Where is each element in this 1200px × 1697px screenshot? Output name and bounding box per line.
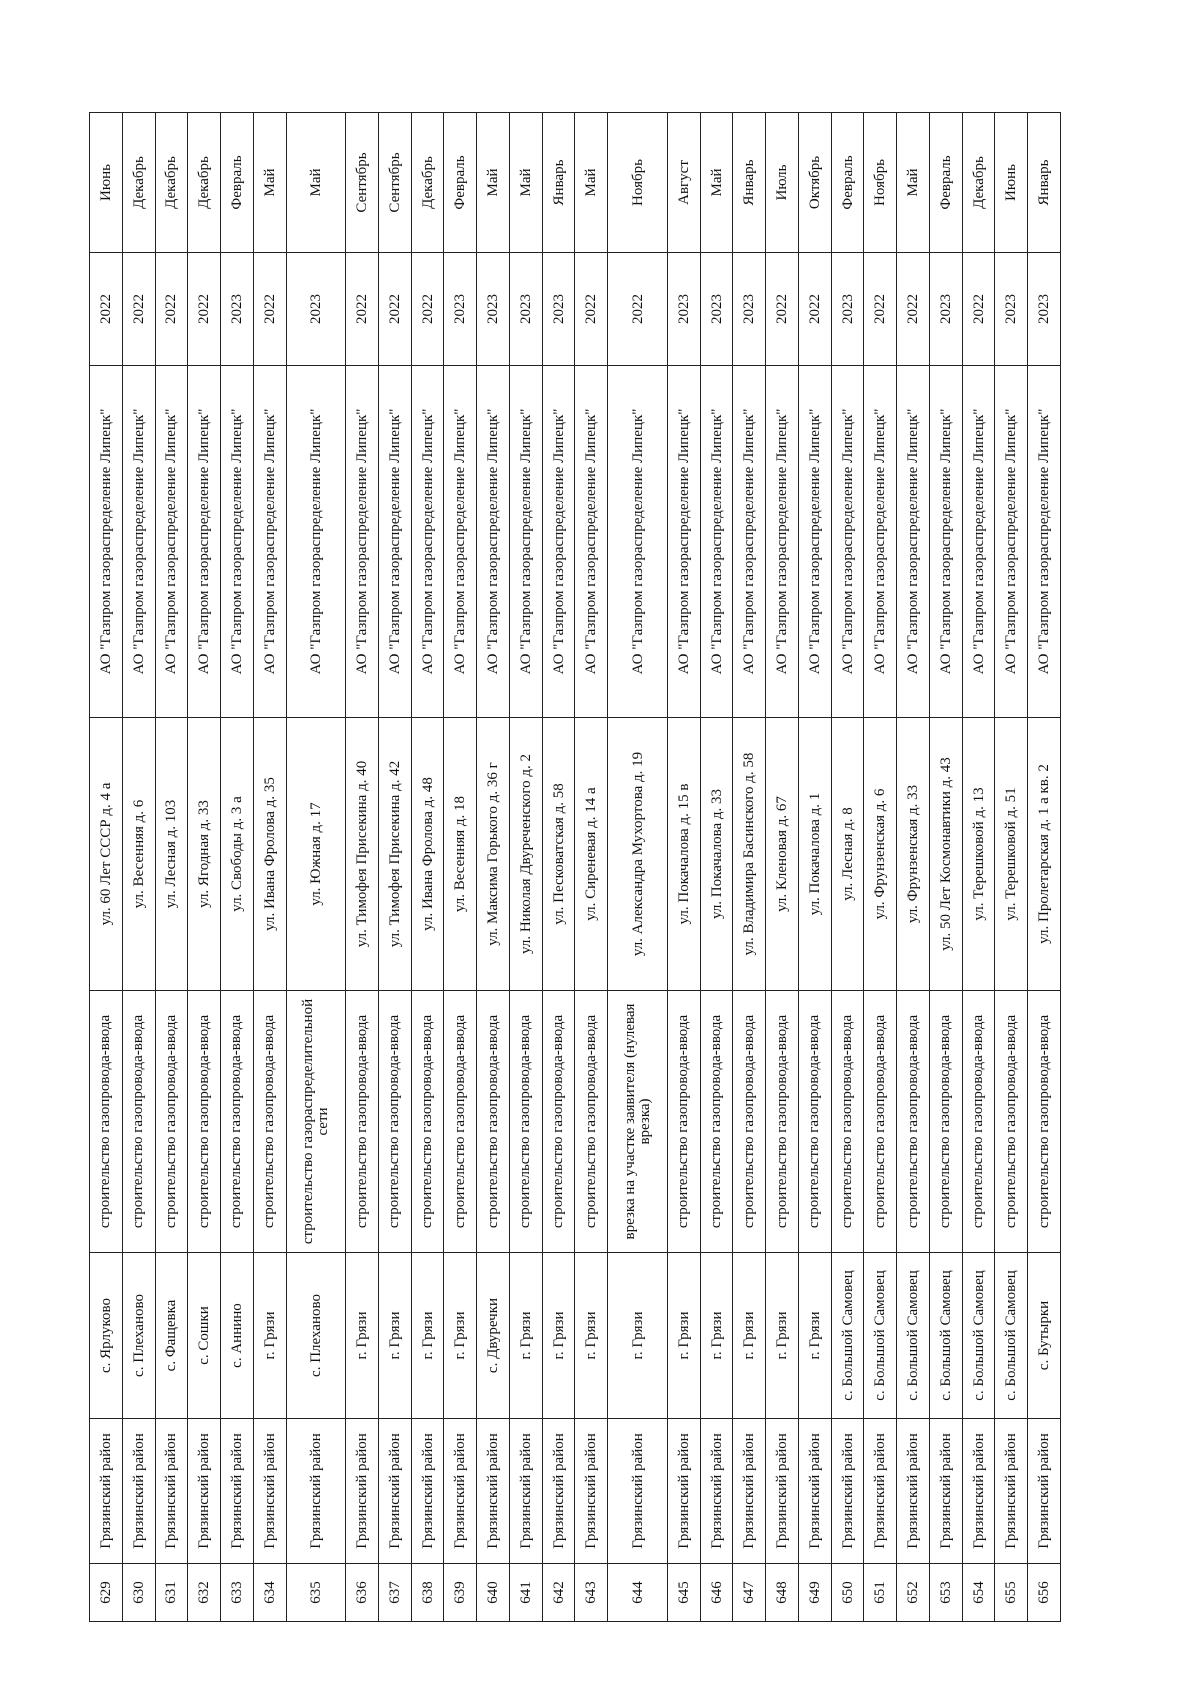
work-type-cell: строительство газораспределительной сети bbox=[286, 991, 346, 1253]
address-cell: ул. Покачалова д. 15 в bbox=[667, 718, 700, 991]
month-cell: Май bbox=[286, 113, 346, 253]
year-cell: 2023 bbox=[286, 253, 346, 366]
locality-cell: г. Грязи bbox=[733, 1253, 766, 1419]
year-cell: 2023 bbox=[929, 253, 962, 366]
year-cell: 2022 bbox=[897, 253, 930, 366]
district-cell: Грязинский район bbox=[509, 1419, 542, 1564]
year-cell: 2022 bbox=[378, 253, 411, 366]
table-row bbox=[575, 113, 608, 1622]
organization-cell: АО "Газпром газораспределение Липецк" bbox=[378, 366, 411, 718]
table-row bbox=[188, 113, 221, 1622]
work-type-cell: врезка на участке заявителя (нулевая врезка) bbox=[608, 991, 668, 1253]
organization-cell: АО "Газпром газораспределение Липецк" bbox=[798, 366, 831, 718]
table-row bbox=[509, 113, 542, 1622]
district-cell: Грязинский район bbox=[667, 1419, 700, 1564]
month-cell: Ноябрь bbox=[864, 113, 897, 253]
district-cell: Грязинский район bbox=[700, 1419, 733, 1564]
table-row bbox=[346, 113, 379, 1622]
year-cell: 2023 bbox=[700, 253, 733, 366]
locality-cell: с. Двуречки bbox=[477, 1253, 510, 1419]
year-cell: 2022 bbox=[766, 253, 799, 366]
organization-cell: АО "Газпром газораспределение Липецк" bbox=[864, 366, 897, 718]
work-type-cell: строительство газопровода-ввода bbox=[733, 991, 766, 1253]
organization-cell: АО "Газпром газораспределение Липецк" bbox=[509, 366, 542, 718]
year-cell: 2023 bbox=[221, 253, 254, 366]
organization-cell: АО "Газпром газораспределение Липецк" bbox=[286, 366, 346, 718]
organization-cell: АО "Газпром газораспределение Липецк" bbox=[542, 366, 575, 718]
row-number-cell: 636 bbox=[346, 1564, 379, 1622]
month-cell: Декабрь bbox=[188, 113, 221, 253]
address-cell: ул. Ивана Фролова д. 35 bbox=[253, 718, 286, 991]
table-row bbox=[995, 113, 1028, 1622]
table-row bbox=[962, 113, 995, 1622]
district-cell: Грязинский район bbox=[90, 1419, 123, 1564]
month-cell: Август bbox=[667, 113, 700, 253]
district-cell: Грязинский район bbox=[962, 1419, 995, 1564]
organization-cell: АО "Газпром газораспределение Липецк" bbox=[929, 366, 962, 718]
month-cell: Январь bbox=[733, 113, 766, 253]
organization-cell: АО "Газпром газораспределение Липецк" bbox=[831, 366, 864, 718]
address-cell: ул. Максима Горького д. 36 г bbox=[477, 718, 510, 991]
row-number-cell: 634 bbox=[253, 1564, 286, 1622]
work-type-cell: строительство газопровода-ввода bbox=[766, 991, 799, 1253]
work-type-cell: строительство газопровода-ввода bbox=[667, 991, 700, 1253]
district-cell: Грязинский район bbox=[798, 1419, 831, 1564]
month-cell: Сентябрь bbox=[346, 113, 379, 253]
district-cell: Грязинский район bbox=[188, 1419, 221, 1564]
district-cell: Грязинский район bbox=[608, 1419, 668, 1564]
table-row bbox=[411, 113, 444, 1622]
row-number-cell: 642 bbox=[542, 1564, 575, 1622]
organization-cell: АО "Газпром газораспределение Липецк" bbox=[122, 366, 155, 718]
locality-cell: г. Грязи bbox=[411, 1253, 444, 1419]
row-number-cell: 639 bbox=[444, 1564, 477, 1622]
month-cell: Ноябрь bbox=[608, 113, 668, 253]
row-number-cell: 633 bbox=[221, 1564, 254, 1622]
address-cell: ул. Весенняя д. 18 bbox=[444, 718, 477, 991]
work-type-cell: строительство газопровода-ввода bbox=[962, 991, 995, 1253]
locality-cell: с. Сошки bbox=[188, 1253, 221, 1419]
table-row bbox=[286, 113, 346, 1622]
month-cell: Май bbox=[477, 113, 510, 253]
month-cell: Февраль bbox=[929, 113, 962, 253]
locality-cell: г. Грязи bbox=[346, 1253, 379, 1419]
row-number-cell: 641 bbox=[509, 1564, 542, 1622]
organization-cell: АО "Газпром газораспределение Липецк" bbox=[444, 366, 477, 718]
address-cell: ул. Терешковой д. 51 bbox=[995, 718, 1028, 991]
work-type-cell: строительство газопровода-ввода bbox=[411, 991, 444, 1253]
district-cell: Грязинский район bbox=[733, 1419, 766, 1564]
row-number-cell: 653 bbox=[929, 1564, 962, 1622]
month-cell: Май bbox=[253, 113, 286, 253]
row-number-cell: 638 bbox=[411, 1564, 444, 1622]
locality-cell: с. Бутырки bbox=[1028, 1253, 1061, 1419]
locality-cell: г. Грязи bbox=[608, 1253, 668, 1419]
year-cell: 2022 bbox=[575, 253, 608, 366]
table-body bbox=[90, 113, 1061, 1622]
address-cell: ул. Ивана Фролова д. 48 bbox=[411, 718, 444, 991]
locality-cell: г. Грязи bbox=[575, 1253, 608, 1419]
address-cell: ул. Ягодная д. 33 bbox=[188, 718, 221, 991]
month-cell: Июнь bbox=[90, 113, 123, 253]
table-row bbox=[700, 113, 733, 1622]
work-type-cell: строительство газопровода-ввода bbox=[831, 991, 864, 1253]
locality-cell: с. Аннино bbox=[221, 1253, 254, 1419]
locality-cell: с. Ярлуково bbox=[90, 1253, 123, 1419]
locality-cell: с. Большой Самовец bbox=[929, 1253, 962, 1419]
year-cell: 2022 bbox=[962, 253, 995, 366]
year-cell: 2022 bbox=[864, 253, 897, 366]
row-number-cell: 651 bbox=[864, 1564, 897, 1622]
address-cell: ул. 50 Лет Космонавтики д. 43 bbox=[929, 718, 962, 991]
row-number-cell: 648 bbox=[766, 1564, 799, 1622]
month-cell: Май bbox=[509, 113, 542, 253]
district-cell: Грязинский район bbox=[346, 1419, 379, 1564]
district-cell: Грязинский район bbox=[929, 1419, 962, 1564]
organization-cell: АО "Газпром газораспределение Липецк" bbox=[411, 366, 444, 718]
table-row bbox=[929, 113, 962, 1622]
month-cell: Декабрь bbox=[155, 113, 188, 253]
organization-cell: АО "Газпром газораспределение Липецк" bbox=[253, 366, 286, 718]
address-cell: ул. Кленовая д. 67 bbox=[766, 718, 799, 991]
year-cell: 2023 bbox=[477, 253, 510, 366]
district-cell: Грязинский район bbox=[477, 1419, 510, 1564]
work-type-cell: строительство газопровода-ввода bbox=[378, 991, 411, 1253]
month-cell: Май bbox=[575, 113, 608, 253]
organization-cell: АО "Газпром газораспределение Липецк" bbox=[608, 366, 668, 718]
district-cell: Грязинский район bbox=[766, 1419, 799, 1564]
locality-cell: с. Большой Самовец bbox=[864, 1253, 897, 1419]
address-cell: ул. Фрунзенская д. 6 bbox=[864, 718, 897, 991]
table-row bbox=[542, 113, 575, 1622]
year-cell: 2023 bbox=[667, 253, 700, 366]
work-type-cell: строительство газопровода-ввода bbox=[700, 991, 733, 1253]
address-cell: ул. Лесная д. 103 bbox=[155, 718, 188, 991]
district-cell: Грязинский район bbox=[831, 1419, 864, 1564]
address-cell: ул. 60 Лет СССР д. 4 а bbox=[90, 718, 123, 991]
organization-cell: АО "Газпром газораспределение Липецк" bbox=[1028, 366, 1061, 718]
month-cell: Декабрь bbox=[962, 113, 995, 253]
work-type-cell: строительство газопровода-ввода bbox=[253, 991, 286, 1253]
table-row bbox=[378, 113, 411, 1622]
work-type-cell: строительство газопровода-ввода bbox=[575, 991, 608, 1253]
locality-cell: г. Грязи bbox=[700, 1253, 733, 1419]
locality-cell: с. Плеханово bbox=[286, 1253, 346, 1419]
table-row bbox=[253, 113, 286, 1622]
work-type-cell: строительство газопровода-ввода bbox=[90, 991, 123, 1253]
table-row bbox=[444, 113, 477, 1622]
district-cell: Грязинский район bbox=[411, 1419, 444, 1564]
year-cell: 2023 bbox=[444, 253, 477, 366]
locality-cell: с. Большой Самовец bbox=[962, 1253, 995, 1419]
work-type-cell: строительство газопровода-ввода bbox=[509, 991, 542, 1253]
locality-cell: с. Большой Самовец bbox=[831, 1253, 864, 1419]
address-cell: ул. Песковатская д. 58 bbox=[542, 718, 575, 991]
locality-cell: г. Грязи bbox=[667, 1253, 700, 1419]
year-cell: 2022 bbox=[253, 253, 286, 366]
table-row bbox=[831, 113, 864, 1622]
locality-cell: г. Грязи bbox=[798, 1253, 831, 1419]
year-cell: 2022 bbox=[188, 253, 221, 366]
work-type-cell: строительство газопровода-ввода bbox=[444, 991, 477, 1253]
address-cell: ул. Покачалова д. 33 bbox=[700, 718, 733, 991]
table-row bbox=[221, 113, 254, 1622]
work-type-cell: строительство газопровода-ввода bbox=[477, 991, 510, 1253]
year-cell: 2022 bbox=[90, 253, 123, 366]
work-type-cell: строительство газопровода-ввода bbox=[542, 991, 575, 1253]
organization-cell: АО "Газпром газораспределение Липецк" bbox=[221, 366, 254, 718]
locality-cell: с. Плеханово bbox=[122, 1253, 155, 1419]
month-cell: Декабрь bbox=[411, 113, 444, 253]
locality-cell: с. Большой Самовец bbox=[995, 1253, 1028, 1419]
district-cell: Грязинский район bbox=[221, 1419, 254, 1564]
row-number-cell: 630 bbox=[122, 1564, 155, 1622]
address-cell: ул. Сиреневая д. 14 а bbox=[575, 718, 608, 991]
address-cell: ул. Николая Двуреченского д. 2 bbox=[509, 718, 542, 991]
organization-cell: АО "Газпром газораспределение Липецк" bbox=[962, 366, 995, 718]
row-number-cell: 654 bbox=[962, 1564, 995, 1622]
address-cell: ул. Александра Мухортова д. 19 bbox=[608, 718, 668, 991]
rotated-table-container bbox=[89, 113, 1061, 1622]
locality-cell: г. Грязи bbox=[378, 1253, 411, 1419]
table-row bbox=[608, 113, 668, 1622]
month-cell: Май bbox=[700, 113, 733, 253]
district-cell: Грязинский район bbox=[995, 1419, 1028, 1564]
address-cell: ул. Терешковой д. 13 bbox=[962, 718, 995, 991]
work-type-cell: строительство газопровода-ввода bbox=[864, 991, 897, 1253]
year-cell: 2022 bbox=[798, 253, 831, 366]
table-row bbox=[733, 113, 766, 1622]
address-cell: ул. Южная д. 17 bbox=[286, 718, 346, 991]
row-number-cell: 647 bbox=[733, 1564, 766, 1622]
work-type-cell: строительство газопровода-ввода bbox=[995, 991, 1028, 1253]
table-row bbox=[477, 113, 510, 1622]
year-cell: 2023 bbox=[509, 253, 542, 366]
district-cell: Грязинский район bbox=[378, 1419, 411, 1564]
district-cell: Грязинский район bbox=[864, 1419, 897, 1564]
address-cell: ул. Весенняя д. 6 bbox=[122, 718, 155, 991]
district-cell: Грязинский район bbox=[286, 1419, 346, 1564]
organization-cell: АО "Газпром газораспределение Липецк" bbox=[188, 366, 221, 718]
work-type-cell: строительство газопровода-ввода bbox=[897, 991, 930, 1253]
year-cell: 2022 bbox=[346, 253, 379, 366]
address-cell: ул. Фрунзенская д. 33 bbox=[897, 718, 930, 991]
row-number-cell: 644 bbox=[608, 1564, 668, 1622]
year-cell: 2022 bbox=[608, 253, 668, 366]
gas-connection-table bbox=[89, 112, 1061, 1622]
locality-cell: г. Грязи bbox=[509, 1253, 542, 1419]
row-number-cell: 650 bbox=[831, 1564, 864, 1622]
organization-cell: АО "Газпром газораспределение Липецк" bbox=[700, 366, 733, 718]
row-number-cell: 655 bbox=[995, 1564, 1028, 1622]
district-cell: Грязинский район bbox=[542, 1419, 575, 1564]
month-cell: Февраль bbox=[444, 113, 477, 253]
month-cell: Февраль bbox=[221, 113, 254, 253]
row-number-cell: 645 bbox=[667, 1564, 700, 1622]
locality-cell: г. Грязи bbox=[444, 1253, 477, 1419]
work-type-cell: строительство газопровода-ввода bbox=[155, 991, 188, 1253]
month-cell: Февраль bbox=[831, 113, 864, 253]
organization-cell: АО "Газпром газораспределение Липецк" bbox=[897, 366, 930, 718]
address-cell: ул. Тимофея Присекина д. 40 bbox=[346, 718, 379, 991]
address-cell: ул. Владимира Басинского д. 58 bbox=[733, 718, 766, 991]
row-number-cell: 656 bbox=[1028, 1564, 1061, 1622]
table-row bbox=[1028, 113, 1061, 1622]
work-type-cell: строительство газопровода-ввода bbox=[122, 991, 155, 1253]
address-cell: ул. Тимофея Присекина д. 42 bbox=[378, 718, 411, 991]
row-number-cell: 635 bbox=[286, 1564, 346, 1622]
row-number-cell: 632 bbox=[188, 1564, 221, 1622]
organization-cell: АО "Газпром газораспределение Липецк" bbox=[90, 366, 123, 718]
table-row bbox=[90, 113, 123, 1622]
address-cell: ул. Лесная д. 8 bbox=[831, 718, 864, 991]
organization-cell: АО "Газпром газораспределение Липецк" bbox=[733, 366, 766, 718]
organization-cell: АО "Газпром газораспределение Липецк" bbox=[155, 366, 188, 718]
address-cell: ул. Свободы д. 3 а bbox=[221, 718, 254, 991]
year-cell: 2022 bbox=[411, 253, 444, 366]
year-cell: 2022 bbox=[155, 253, 188, 366]
year-cell: 2023 bbox=[831, 253, 864, 366]
table-row bbox=[798, 113, 831, 1622]
district-cell: Грязинский район bbox=[444, 1419, 477, 1564]
month-cell: Октябрь bbox=[798, 113, 831, 253]
locality-cell: г. Грязи bbox=[253, 1253, 286, 1419]
table-row bbox=[897, 113, 930, 1622]
locality-cell: г. Грязи bbox=[766, 1253, 799, 1419]
work-type-cell: строительство газопровода-ввода bbox=[346, 991, 379, 1253]
district-cell: Грязинский район bbox=[897, 1419, 930, 1564]
row-number-cell: 631 bbox=[155, 1564, 188, 1622]
month-cell: Декабрь bbox=[122, 113, 155, 253]
row-number-cell: 629 bbox=[90, 1564, 123, 1622]
month-cell: Январь bbox=[542, 113, 575, 253]
year-cell: 2023 bbox=[1028, 253, 1061, 366]
work-type-cell: строительство газопровода-ввода bbox=[221, 991, 254, 1253]
year-cell: 2023 bbox=[542, 253, 575, 366]
work-type-cell: строительство газопровода-ввода bbox=[188, 991, 221, 1253]
locality-cell: с. Большой Самовец bbox=[897, 1253, 930, 1419]
district-cell: Грязинский район bbox=[1028, 1419, 1061, 1564]
locality-cell: г. Грязи bbox=[542, 1253, 575, 1419]
year-cell: 2023 bbox=[995, 253, 1028, 366]
district-cell: Грязинский район bbox=[575, 1419, 608, 1564]
table-row bbox=[864, 113, 897, 1622]
row-number-cell: 640 bbox=[477, 1564, 510, 1622]
row-number-cell: 646 bbox=[700, 1564, 733, 1622]
table-row bbox=[122, 113, 155, 1622]
address-cell: ул. Пролетарская д. 1 а кв. 2 bbox=[1028, 718, 1061, 991]
table-row bbox=[667, 113, 700, 1622]
month-cell: Май bbox=[897, 113, 930, 253]
work-type-cell: строительство газопровода-ввода bbox=[798, 991, 831, 1253]
table-row bbox=[766, 113, 799, 1622]
table-row bbox=[155, 113, 188, 1622]
locality-cell: с. Фащевка bbox=[155, 1253, 188, 1419]
district-cell: Грязинский район bbox=[155, 1419, 188, 1564]
organization-cell: АО "Газпром газораспределение Липецк" bbox=[477, 366, 510, 718]
month-cell: Июль bbox=[766, 113, 799, 253]
work-type-cell: строительство газопровода-ввода bbox=[929, 991, 962, 1253]
row-number-cell: 649 bbox=[798, 1564, 831, 1622]
work-type-cell: строительство газопровода-ввода bbox=[1028, 991, 1061, 1253]
organization-cell: АО "Газпром газораспределение Липецк" bbox=[766, 366, 799, 718]
month-cell: Сентябрь bbox=[378, 113, 411, 253]
organization-cell: АО "Газпром газораспределение Липецк" bbox=[667, 366, 700, 718]
month-cell: Июнь bbox=[995, 113, 1028, 253]
district-cell: Грязинский район bbox=[253, 1419, 286, 1564]
row-number-cell: 643 bbox=[575, 1564, 608, 1622]
organization-cell: АО "Газпром газораспределение Липецк" bbox=[346, 366, 379, 718]
year-cell: 2022 bbox=[122, 253, 155, 366]
row-number-cell: 637 bbox=[378, 1564, 411, 1622]
row-number-cell: 652 bbox=[897, 1564, 930, 1622]
district-cell: Грязинский район bbox=[122, 1419, 155, 1564]
organization-cell: АО "Газпром газораспределение Липецк" bbox=[995, 366, 1028, 718]
address-cell: ул. Покачалова д. 1 bbox=[798, 718, 831, 991]
year-cell: 2023 bbox=[733, 253, 766, 366]
organization-cell: АО "Газпром газораспределение Липецк" bbox=[575, 366, 608, 718]
month-cell: Январь bbox=[1028, 113, 1061, 253]
